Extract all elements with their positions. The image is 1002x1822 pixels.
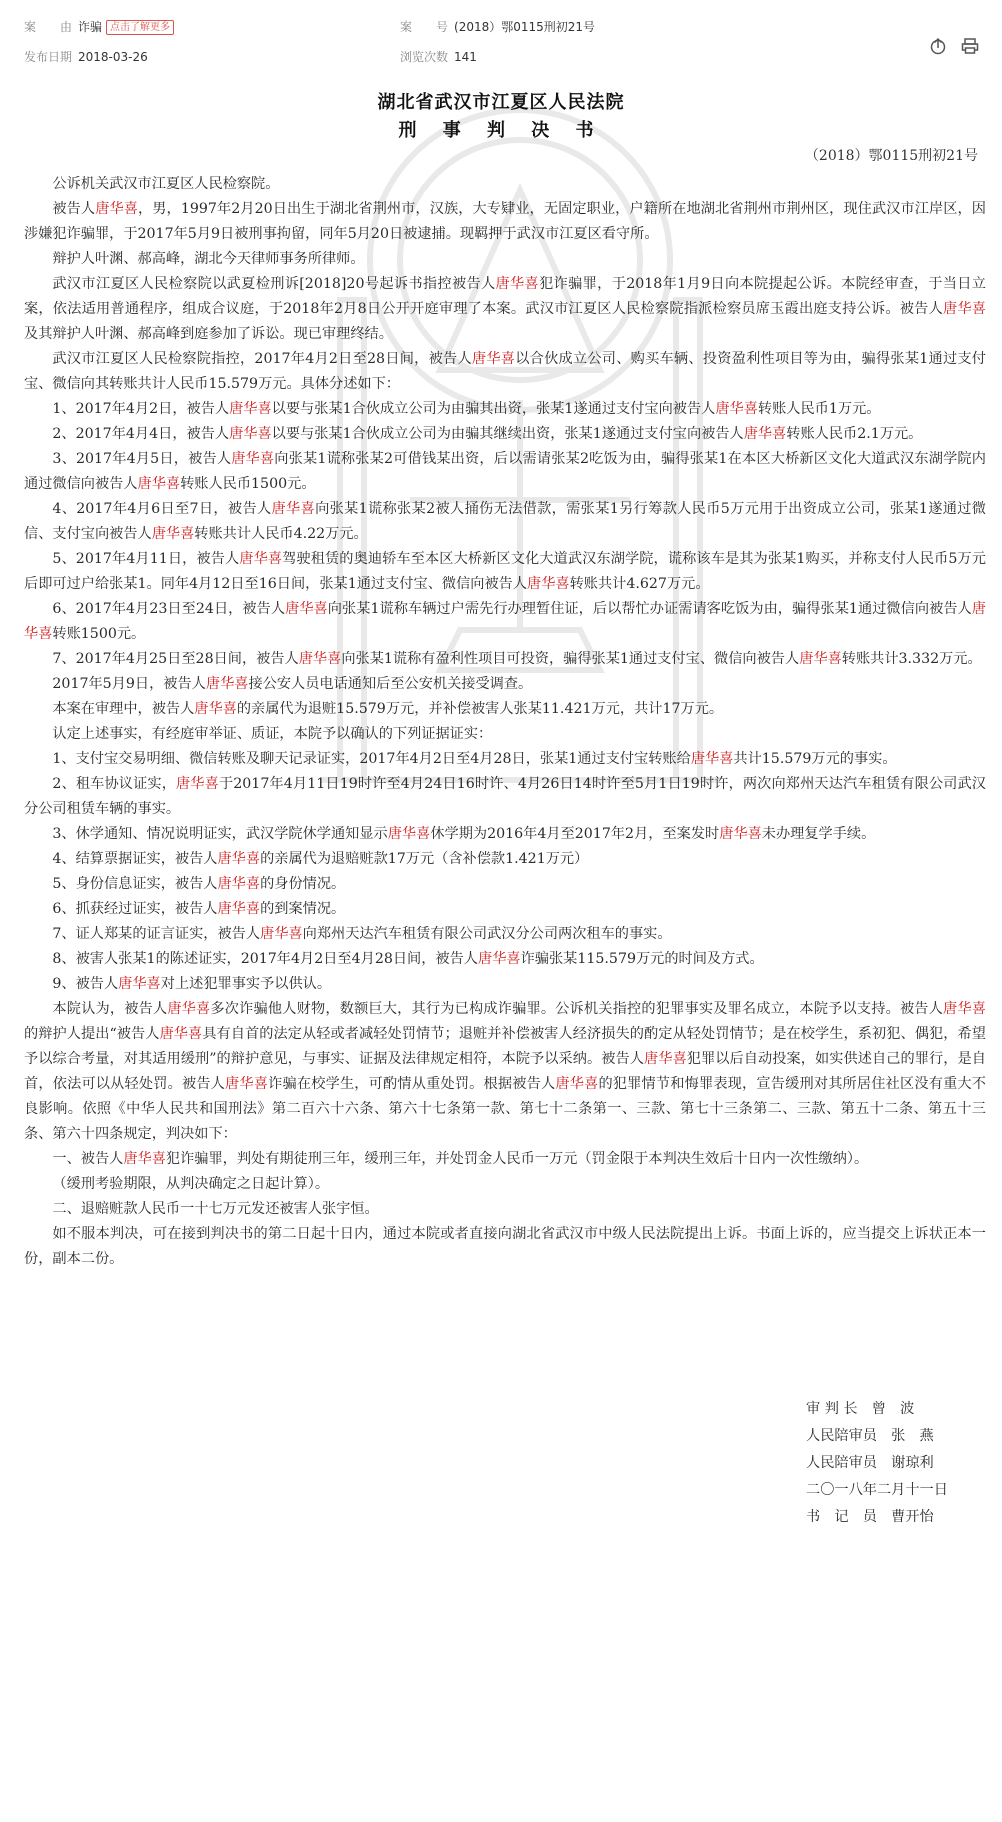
export-icon[interactable]	[928, 36, 948, 56]
signature-date: 二〇一八年二月十一日	[806, 1482, 948, 1498]
cause-value: 诈骗	[78, 20, 103, 34]
paragraph	[24, 247, 986, 272]
defendant-name-highlight: 唐华喜	[387, 826, 431, 842]
defendant-name-highlight: 唐华喜	[690, 751, 734, 767]
paragraph-text: 1、支付宝交易明细、微信转账及聊天记录证实，2017年4月2日至4月28日，张某1通过支付宝转账给	[52, 751, 691, 767]
defendant-name-highlight: 唐华喜	[159, 1026, 203, 1042]
paragraph	[24, 997, 986, 1147]
paragraph-text: 7、证人郑某的证言证实，被告人	[52, 926, 261, 942]
paragraph-text: 向张某1谎称张某2可借钱某出资，后以需请张某2吃饭为由，骗得张某1在本区大桥新区文化大道武汉东湖学院内通过微信向被告人	[24, 451, 986, 492]
defendant-name-highlight: 唐华喜	[260, 926, 303, 942]
paragraph	[24, 922, 986, 947]
paragraph-text: 诈骗张某115.579万元的时间及方式。	[520, 951, 764, 967]
paragraph	[24, 347, 986, 397]
paragraph	[24, 822, 986, 847]
paragraph-text: 2、2017年4月4日，被告人	[52, 426, 230, 442]
paragraph	[24, 972, 986, 997]
paragraph-text: 的到案情况。	[260, 901, 346, 917]
defendant-name-highlight: 唐华喜	[205, 676, 249, 692]
paragraph-text: 于2017年4月11日19时许至4月24日16时许、4月26日14时许至5月1日19时许，两次向郑州天达汽车租赁有限公司武汉分公司租赁车辆的事实。	[24, 776, 986, 817]
judgment-body	[24, 172, 986, 1272]
paragraph-text: 未办理复学手续。	[761, 826, 876, 842]
paragraph-text: 的犯罪情节和悔罪表现，宣告缓刑对其所居住社区没有重大不良影响。依照《中华人民共和国刑法》第二百六十六条、第六十七条第一款、第七十二条第一、三款、第七十三条第二、三款、第五十二条、第五十三条、第六十四条规定，判决如下：	[24, 1076, 986, 1142]
date-label: 发布日期	[24, 50, 73, 64]
paragraph-text: 如不服本判决，可在接到判决书的第二日起十日内，通过本院或者直接向湖北省武汉市中级人民法院提出上诉。书面上诉的，应当提交上诉状正本一份，副本二份。	[24, 1226, 986, 1267]
paragraph	[24, 897, 986, 922]
defendant-name-highlight: 唐华喜	[527, 576, 570, 592]
paragraph-text: 3、休学通知、情况说明证实，武汉学院休学通知显示	[52, 826, 388, 842]
defendant-name-highlight: 唐华喜	[217, 901, 261, 917]
paragraph	[24, 497, 986, 547]
paragraph-text: 的亲属代为退赃15.579万元，并补偿被害人张某11.421万元，共计17万元。	[236, 701, 724, 717]
defendant-name-highlight: 唐华喜	[715, 401, 758, 417]
paragraph-text: 休学期为2016年4月至2017年2月，至案发时	[430, 826, 720, 842]
court-name: 湖北省武汉市江夏区人民法院	[377, 92, 625, 113]
paragraph	[24, 197, 986, 247]
paragraph-text: 共计15.579万元的事实。	[733, 751, 897, 767]
paragraph-text: 接公安人员电话通知后至公安机关接受调查。	[248, 676, 533, 692]
paragraph-text: 3、2017年4月5日，被告人	[52, 451, 232, 467]
defendant-name-highlight: 唐华喜	[24, 601, 986, 642]
paragraph-text: 2017年5月9日，被告人	[52, 676, 206, 692]
paragraph	[24, 547, 986, 597]
paragraph-text: 5、身份信息证实，被告人	[52, 876, 218, 892]
defendant-name-highlight: 唐华喜	[495, 276, 540, 292]
paragraph-text: 向张某1谎称车辆过户需先行办理暂住证，后以帮忙办证需请客吃饭为由，骗得张某1通过微信向被告人	[327, 601, 972, 617]
paragraph	[24, 772, 986, 822]
paragraph-text: 诈骗在校学生，可酌情从重处罚。根据被告人	[268, 1076, 556, 1092]
defendant-name-highlight: 唐华喜	[194, 701, 237, 717]
paragraph	[24, 397, 986, 422]
paragraph-text: 8、被害人张某1的陈述证实，2017年4月2日至4月28日间，被告人	[52, 951, 478, 967]
paragraph-text: 5、2017年4月11日，被告人	[52, 551, 240, 567]
paragraph-text: 7、2017年4月25日至28日间，被告人	[52, 651, 299, 667]
paragraph-text: 武汉市江夏区人民检察院指控，2017年4月2日至28日间，被告人	[52, 351, 472, 367]
paragraph	[24, 647, 986, 672]
signature-chief-judge: 审 判 长 曾 波	[806, 1401, 915, 1417]
paragraph	[24, 447, 986, 497]
paragraph-text: 一、被告人	[52, 1151, 124, 1167]
defendant-name-highlight: 唐华喜	[719, 826, 762, 842]
paragraph	[24, 172, 986, 197]
defendant-name-highlight: 唐华喜	[151, 526, 195, 542]
toolbar	[920, 36, 980, 56]
defendant-name-highlight: 唐华喜	[229, 426, 272, 442]
defendant-name-highlight: 唐华喜	[555, 1076, 599, 1092]
paragraph-text: 具有自首的法定从轻或者减轻处罚情节；退赃并补偿被害人经济损失的酌定从轻处罚情节；是在校学生，系初犯、偶犯，希望予以综合考量，对其适用缓刑”的辩护意见，与事实、证据及法律规定相符，本院予以采纳。被告人	[24, 1026, 986, 1067]
paragraph	[24, 1222, 986, 1272]
paragraph	[24, 697, 986, 722]
defendant-name-highlight: 唐华喜	[225, 1076, 269, 1092]
signature-clerk: 书 记 员 曹开怡	[806, 1509, 934, 1525]
paragraph-text: 以要与张某1合伙成立公司为由骗其继续出资，张某1遂通过支付宝向被告人	[271, 426, 744, 442]
paragraph-text: 公诉机关武汉市江夏区人民检察院。	[52, 176, 280, 192]
paragraph-text: 驾驶租赁的奥迪轿车至本区大桥新区文化大道武汉东湖学院，谎称该车是其为张某1购买，并称支付人民币5万元后即可过户给张某1。同年4月12日至16日间，张某1通过支付宝、微信向被告人	[24, 551, 986, 592]
defendant-name-highlight: 唐华喜	[285, 601, 328, 617]
date-value: 2018-03-26	[78, 50, 148, 64]
print-icon[interactable]	[960, 36, 980, 56]
paragraph-text: 认定上述事实，有经庭审举证、质证，本院予以确认的下列证据证实：	[52, 726, 493, 742]
paragraph-text: 9、被告人	[52, 976, 119, 992]
paragraph-text: 及其辩护人叶渊、郝高峰到庭参加了诉讼。现已审理终结。	[24, 326, 393, 342]
defendant-name-highlight: 唐华喜	[217, 876, 261, 892]
paragraph-text: 以合伙成立公司、购买车辆、投资盈利性项目等为由，骗得张某1通过支付宝、微信向其转账共计人民币15.579万元。具体分述如下：	[24, 351, 986, 392]
defendant-name-highlight: 唐华喜	[799, 651, 842, 667]
defendant-name-highlight: 唐华喜	[217, 851, 261, 867]
paragraph-text: 本案在审理中，被告人	[52, 701, 195, 717]
paragraph	[24, 722, 986, 747]
defendant-name-highlight: 唐华喜	[644, 1051, 687, 1067]
caseno-label: 案 号	[400, 20, 449, 34]
defendant-name-highlight: 唐华喜	[231, 451, 275, 467]
defendant-name-highlight: 唐华喜	[239, 551, 283, 567]
paragraph-text: 转账人民币1500元。	[180, 476, 316, 492]
defendant-name-highlight: 唐华喜	[123, 1151, 166, 1167]
paragraph-text: 转账人民币1万元。	[757, 401, 881, 417]
views-label: 浏览次数	[400, 50, 449, 64]
signature-juror-1: 人民陪审员 张 燕	[806, 1428, 934, 1444]
paragraph-text: 的身份情况。	[260, 876, 346, 892]
defendant-name-highlight: 唐华喜	[176, 776, 219, 792]
cause-label: 案 由	[24, 20, 73, 34]
paragraph-text: 4、2017年4月6日至7日，被告人	[52, 501, 272, 517]
defendant-name-highlight: 唐华喜	[298, 651, 342, 667]
paragraph	[24, 847, 986, 872]
paragraph	[24, 272, 986, 347]
defendant-name-highlight: 唐华喜	[229, 401, 272, 417]
paragraph-text: 对上述犯罪事实予以供认。	[160, 976, 332, 992]
paragraph-text: 2、租车协议证实，	[52, 776, 176, 792]
paragraph-text: 6、抓获经过证实，被告人	[52, 901, 218, 917]
paragraph-text: 向张某1谎称张某2被人捅伤无法借款，需张某1另行筹款人民币5万元用于出资成立公司，张某1遂通过微信、支付宝向被告人	[24, 501, 986, 542]
paragraph-text: 犯诈骗罪，于2018年1月9日向本院提起公诉。本院经审查，于当日立案，依法适用普通程序，组成合议庭，于2018年2月8日公开开庭审理了本案。武汉市江夏区人民检察院指派检察员席玉霞出庭支持公诉。被告人	[24, 276, 986, 317]
learn-more-tag[interactable]: 点击了解更多	[106, 20, 174, 35]
paragraph	[24, 1172, 986, 1197]
defendant-name-highlight: 唐华喜	[167, 1001, 211, 1017]
defendant-name-highlight: 唐华喜	[943, 1001, 986, 1017]
paragraph	[24, 947, 986, 972]
signature-juror-2: 人民陪审员 谢琼利	[806, 1455, 934, 1471]
paragraph-text: 犯诈骗罪，判处有期徒刑三年，缓刑三年，并处罚金人民币一万元（罚金限于本判决生效后十日内一次性缴纳）。	[165, 1151, 869, 1167]
paragraph	[24, 747, 986, 772]
paragraph-text: ，男，1997年2月20日出生于湖北省荆州市，汉族，大专肄业，无固定职业，户籍所在地湖北省荆州市荆州区，现住武汉市江岸区，因涉嫌犯诈骗罪，于2017年5月9日被刑事拘留，同年5月20日被逮捕。现羁押于武汉市江夏区看守所。	[24, 201, 986, 242]
paragraph-text: 向张某1谎称有盈利性项目可投资，骗得张某1通过支付宝、微信向被告人	[341, 651, 800, 667]
paragraph-text: 以要与张某1合伙成立公司为由骗其出资，张某1遂通过支付宝向被告人	[271, 401, 716, 417]
defendant-name-highlight: 唐华喜	[471, 351, 516, 367]
paragraph-text: 武汉市江夏区人民检察院以武夏检刑诉[2018]20号起诉书指控被告人	[52, 276, 496, 292]
paragraph	[24, 597, 986, 647]
document-type: 刑 事 判 决 书	[398, 120, 604, 141]
paragraph-text: 多次诈骗他人财物，数额巨大，其行为已构成诈骗罪。公诉机关指控的犯罪事实及罪名成立，本院予以支持。被告人	[210, 1001, 944, 1017]
paragraph-text: 向郑州天达汽车租赁有限公司武汉分公司两次租车的事实。	[302, 926, 672, 942]
paragraph	[24, 1147, 986, 1172]
defendant-name-highlight: 唐华喜	[271, 501, 316, 517]
paragraph-text: 辩护人叶渊、郝高峰，湖北今天律师事务所律师。	[52, 251, 365, 267]
paragraph-text: 转账共计4.627万元。	[569, 576, 710, 592]
paragraph-text: 转账人民币2.1万元。	[786, 426, 923, 442]
paragraph-text: 转账1500元。	[52, 626, 146, 642]
paragraph-text: 转账共计3.332万元。	[841, 651, 982, 667]
paragraph	[24, 872, 986, 897]
paragraph-text: 本院认为，被告人	[52, 1001, 168, 1017]
document-header	[0, 0, 1002, 74]
paragraph-text: （缓刑考验期限，从判决确定之日起计算）。	[52, 1176, 330, 1192]
caseno-value: (2018）鄂0115刑初21号	[454, 20, 596, 34]
paragraph-text: 的辩护人提出“被告人	[24, 1026, 160, 1042]
paragraph-text: 转账共计人民币4.22万元。	[194, 526, 368, 542]
defendant-name-highlight: 唐华喜	[95, 201, 139, 217]
views-value: 141	[454, 50, 477, 64]
paragraph	[24, 422, 986, 447]
case-number: （2018）鄂0115刑初21号	[804, 148, 978, 164]
defendant-name-highlight: 唐华喜	[942, 301, 986, 317]
paragraph-text: 4、结算票据证实，被告人	[52, 851, 218, 867]
paragraph-text: 二、退赔赃款人民币一十七万元发还被害人张宇恒。	[52, 1201, 379, 1217]
paragraph	[24, 1197, 986, 1222]
defendant-name-highlight: 唐华喜	[478, 951, 521, 967]
paragraph-text: 的亲属代为退赔赃款17万元（含补偿款1.421万元）	[260, 851, 589, 867]
paragraph	[24, 672, 986, 697]
defendant-name-highlight: 唐华喜	[118, 976, 161, 992]
defendant-name-highlight: 唐华喜	[137, 476, 181, 492]
paragraph-text: 6、2017年4月23日至24日，被告人	[52, 601, 286, 617]
paragraph-text: 犯罪以后自动投案，如实供述自己的罪行，是自首，依法可以从轻处罚。被告人	[24, 1051, 986, 1092]
paragraph-text: 被告人	[52, 201, 96, 217]
paragraph-text: 1、2017年4月2日，被告人	[52, 401, 230, 417]
defendant-name-highlight: 唐华喜	[743, 426, 787, 442]
